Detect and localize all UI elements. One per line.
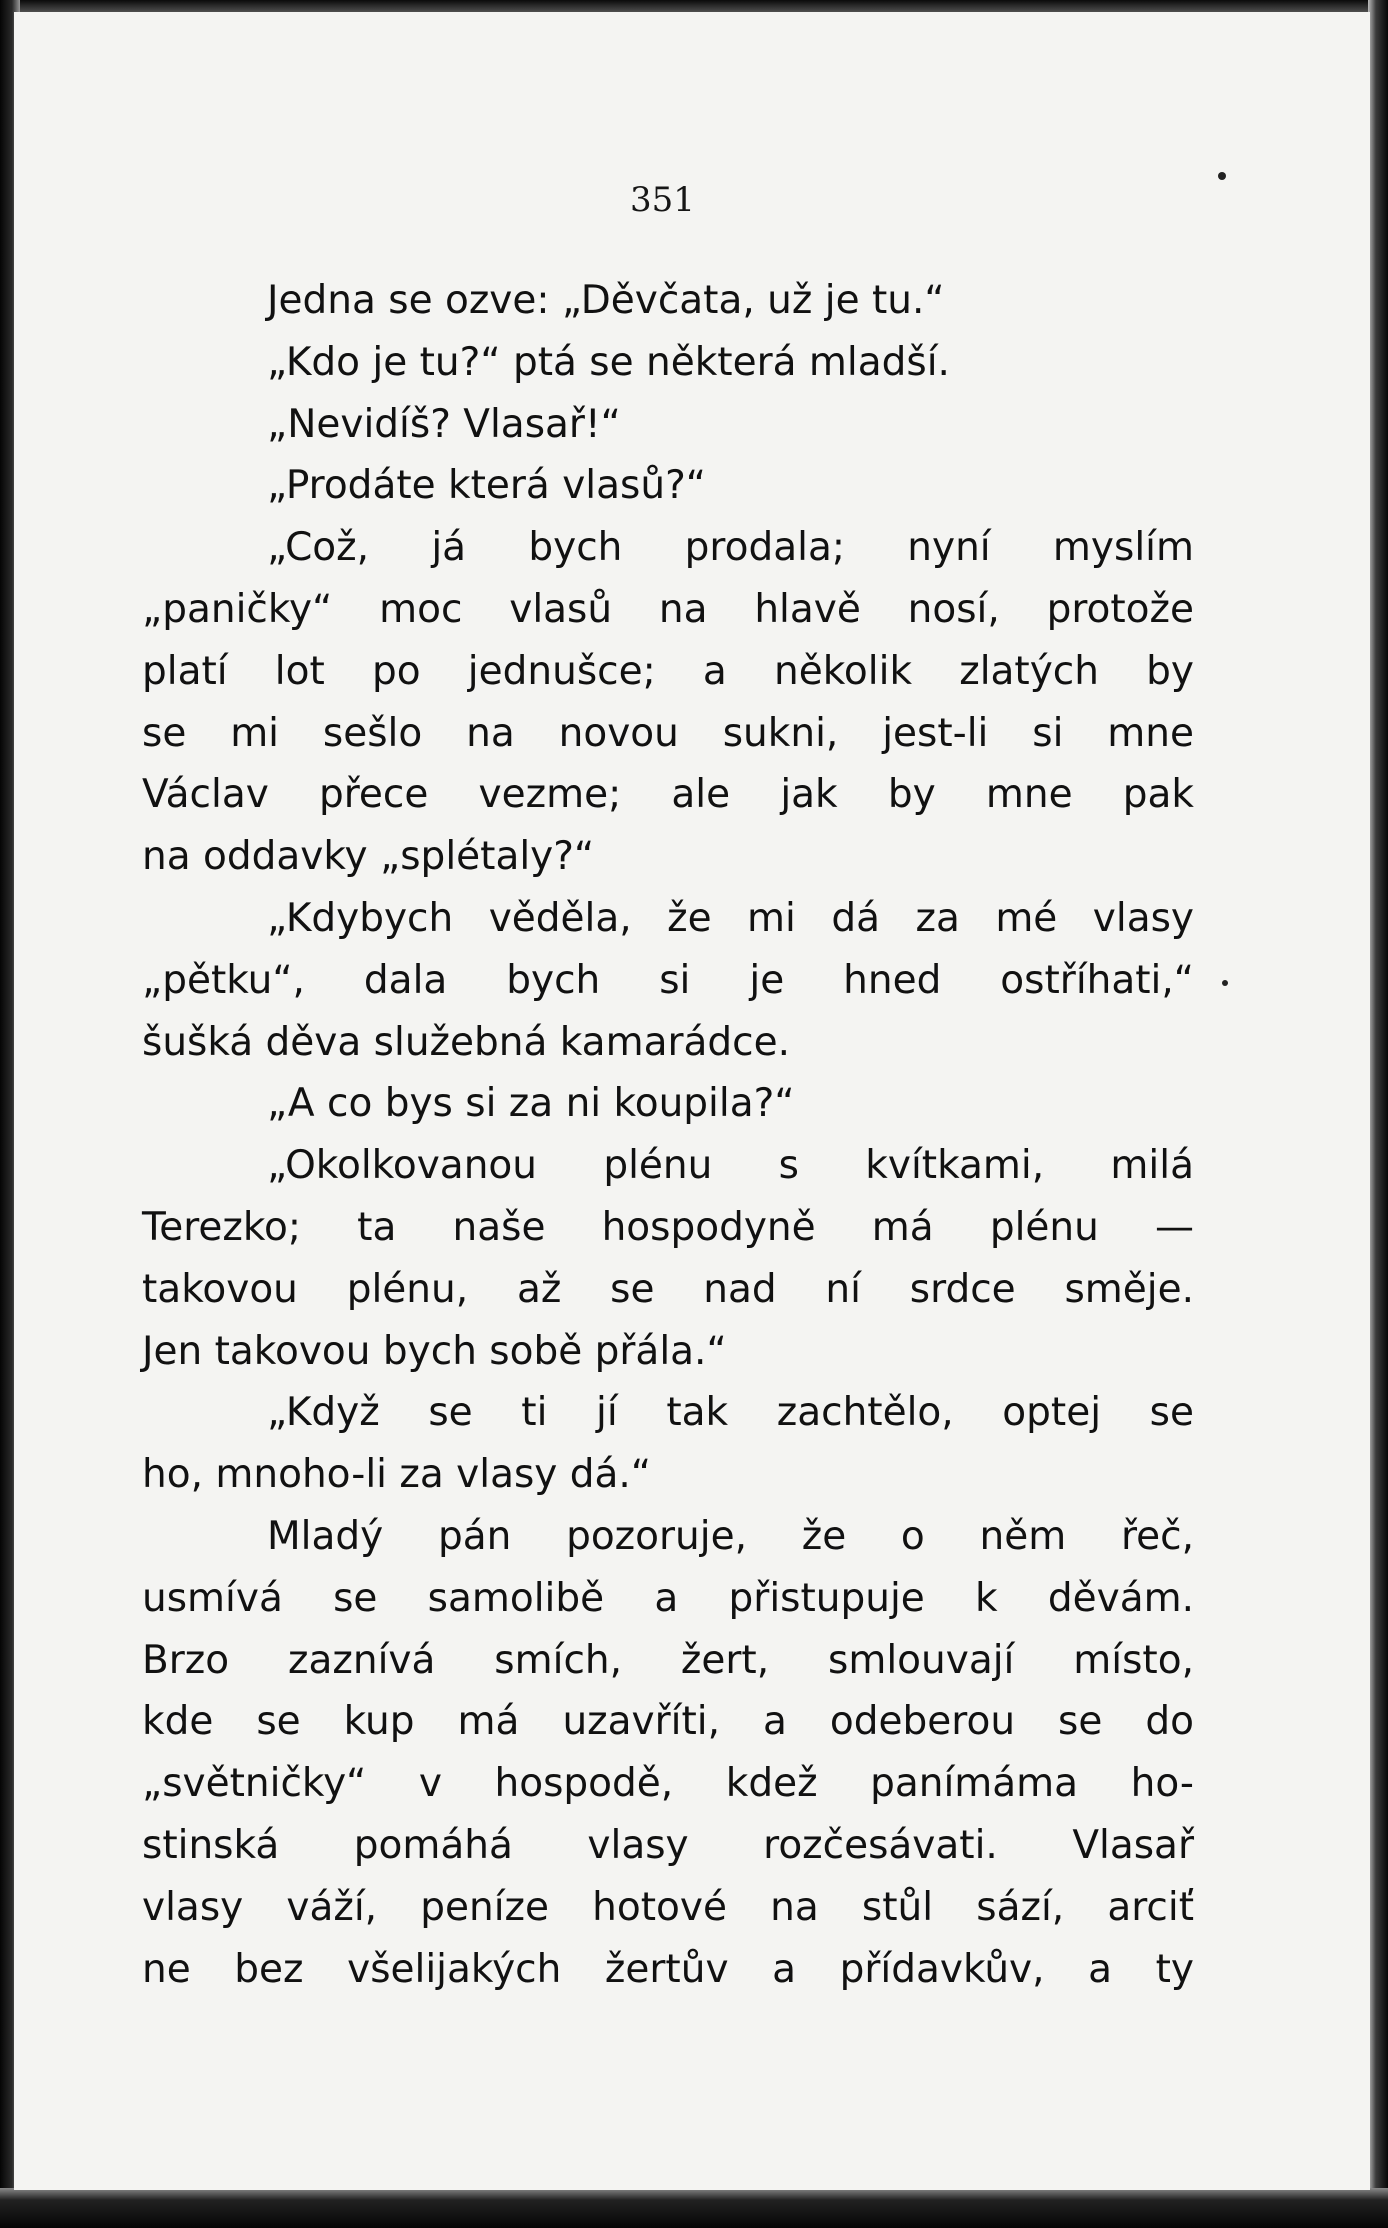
text-line: „Kdybych věděla, že mi dá za mé vlasy bbox=[267, 895, 1194, 941]
scan-edge-bottom bbox=[0, 2188, 1388, 2228]
text-line: „Okolkovanou plénu s kvítkami, milá bbox=[267, 1143, 1194, 1189]
text-line: se mi sešlo na novou sukni, jest-li si mne bbox=[142, 710, 1194, 756]
text-line: „Kdo je tu?“ ptá se některá mladší. bbox=[267, 339, 950, 385]
text-line: takovou plénu, až se nad ní srdce směje. bbox=[142, 1266, 1194, 1312]
body-text bbox=[142, 270, 1194, 2000]
text-line: Jen takovou bych sobě přála.“ bbox=[142, 1328, 727, 1374]
text-line: „Což, já bych prodala; nyní myslím bbox=[267, 525, 1194, 571]
text-line: vlasy váží, peníze hotové na stůl sází, arciť bbox=[142, 1884, 1194, 1930]
text-line: ne bez všelijakých žertův a přídavkův, a ty bbox=[142, 1946, 1194, 1992]
text-line: Terezko; ta naše hospodyně má plénu — bbox=[142, 1204, 1194, 1250]
text-line: stinská pomáhá vlasy rozčesávati. Vlasař bbox=[142, 1822, 1194, 1868]
scan-edge-right bbox=[1368, 0, 1388, 2228]
text-line: Brzo zaznívá smích, žert, smlouvají místo, bbox=[142, 1637, 1194, 1683]
text-line: šušká děva služebná kamarádce. bbox=[142, 1019, 790, 1065]
text-line: Václav přece vezme; ale jak by mne pak bbox=[142, 772, 1194, 818]
page-number: 351 bbox=[630, 180, 695, 220]
text-line: „Nevidíš? Vlasař!“ bbox=[267, 401, 621, 447]
text-line: „paničky“ moc vlasů na hlavě nosí, protože bbox=[142, 586, 1194, 632]
text-line: „Prodáte která vlasů?“ bbox=[267, 463, 706, 509]
ink-speck bbox=[1218, 172, 1226, 180]
text-line: platí lot po jednušce; a několik zlatých by bbox=[142, 648, 1194, 694]
text-line: na oddavky „splétaly?“ bbox=[142, 834, 595, 880]
text-line: „světničky“ v hospodě, kdež panímáma ho- bbox=[142, 1761, 1194, 1807]
text-line: kde se kup má uzavříti, a odeberou se do bbox=[142, 1699, 1194, 1745]
text-line: Jedna se ozve: „Děvčata, už je tu.“ bbox=[267, 278, 945, 323]
text-line: ho, mnoho-li za vlasy dá.“ bbox=[142, 1452, 652, 1498]
text-line: usmívá se samolibě a přistupuje k děvám. bbox=[142, 1575, 1194, 1621]
text-line: Mladý pán pozoruje, že o něm řeč, bbox=[267, 1513, 1194, 1559]
text-line: „A co bys si za ni koupila?“ bbox=[267, 1081, 795, 1127]
text-line: „Když se ti jí tak zachtělo, optej se bbox=[267, 1390, 1194, 1436]
text-line: „pětku“, dala bych si je hned ostříhati,“ bbox=[142, 957, 1194, 1003]
ink-speck bbox=[1222, 980, 1228, 986]
